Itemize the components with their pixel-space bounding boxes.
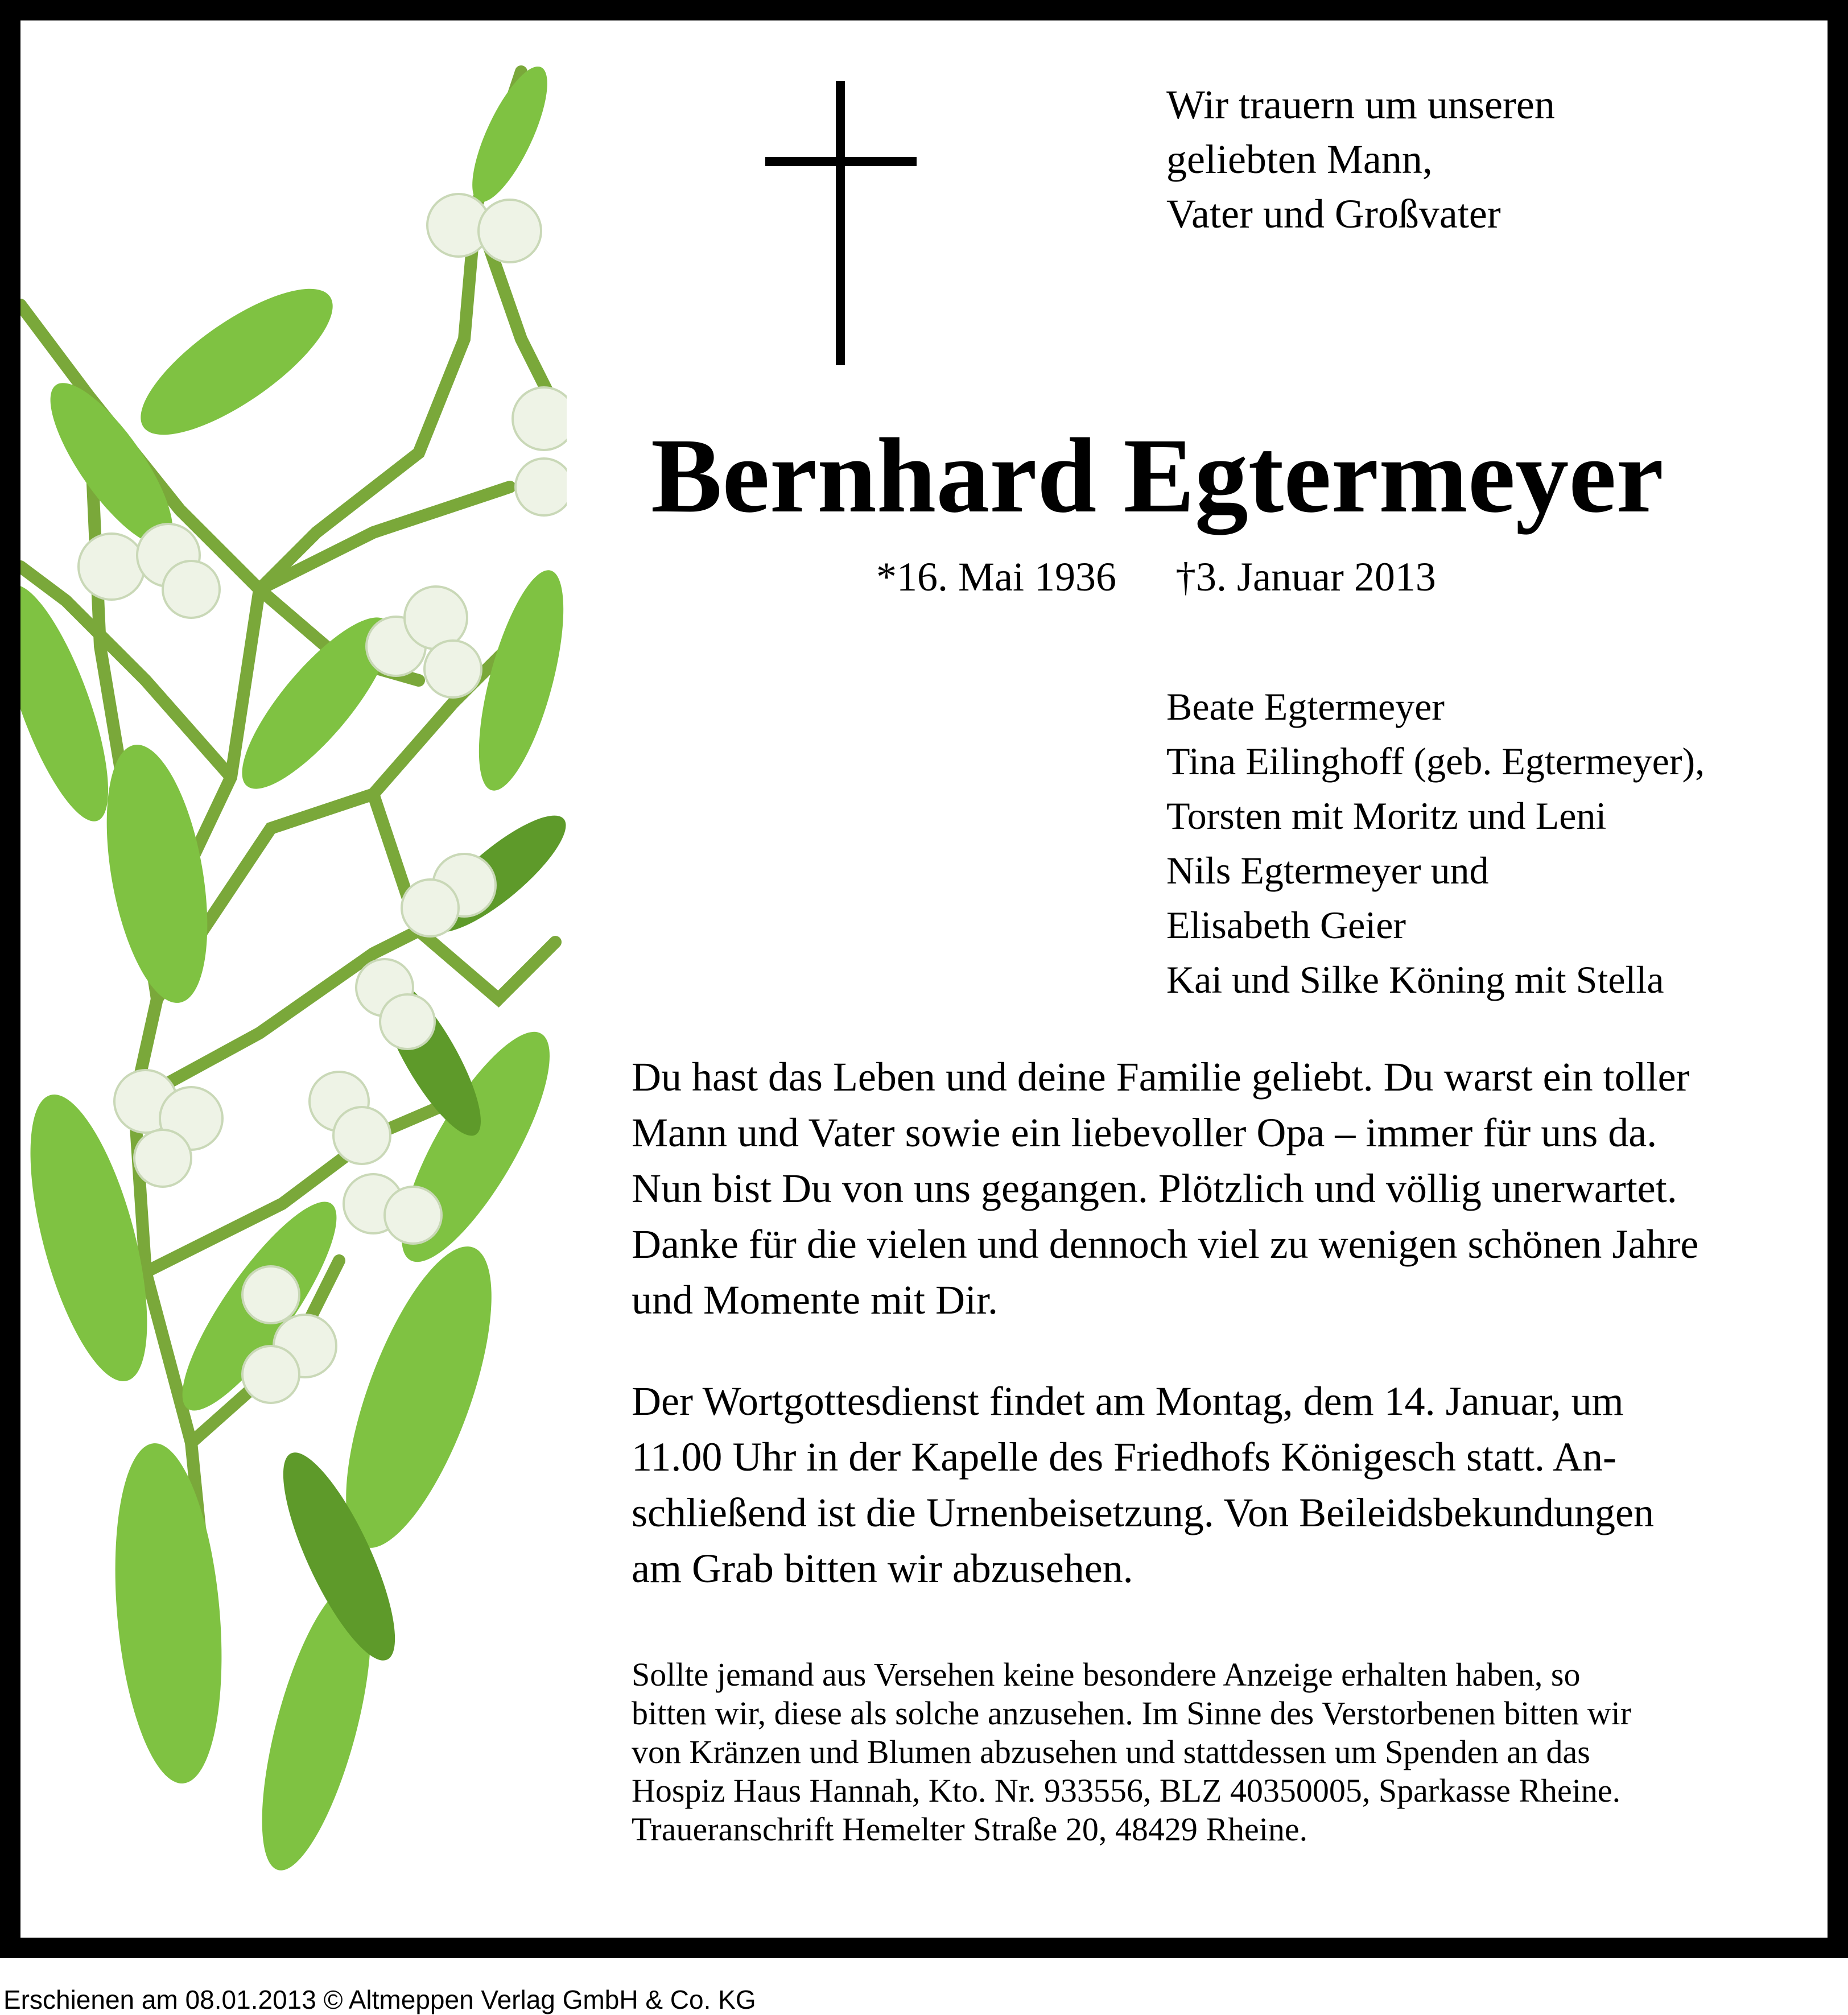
service-line: am Grab bitten wir abzusehen. <box>632 1546 1133 1591</box>
notice-content <box>20 20 1828 1938</box>
note-line: bitten wir, diese als solche anzusehen. Im Sinne des Verstorbenen bitten wir <box>632 1695 1632 1732</box>
survivor-name: Elisabeth Geier <box>1166 903 1406 947</box>
service-paragraph <box>632 1373 1654 1596</box>
tribute-line: Du hast das Leben und deine Familie geliebt. Du warst ein toller <box>632 1054 1690 1100</box>
deceased-name: Bernhard Egtermeyer <box>650 416 1664 535</box>
service-line: 11.00 Uhr in der Kapelle des Friedhofs Königesch statt. An- <box>632 1434 1616 1480</box>
closing-note <box>632 1655 1631 1849</box>
life-dates <box>876 548 1436 605</box>
note-line: Sollte jemand aus Versehen keine besondere Anzeige erhalten haben, so <box>632 1656 1581 1693</box>
mistletoe-image <box>20 20 567 1938</box>
service-line: Der Wortgottesdienst findet am Montag, dem 14. Januar, um <box>632 1378 1624 1424</box>
survivor-name: Kai und Silke Köning mit Stella <box>1166 958 1664 1001</box>
intro-text <box>1166 77 1555 241</box>
survivor-name: Nils Egtermeyer und <box>1166 849 1489 892</box>
note-line: Hospiz Haus Hannah, Kto. Nr. 933556, BLZ 40350005, Sparkasse Rheine. <box>632 1772 1621 1809</box>
note-line: von Kränzen und Blumen abzusehen und stattdessen um Spenden an das <box>632 1733 1590 1770</box>
intro-line: Wir trauern um unseren <box>1166 82 1555 127</box>
survivors-list <box>1166 679 1705 1007</box>
publication-footer: Erschienen am 08.01.2013 © Altmeppen Verlag GmbH & Co. KG <box>3 1985 756 2014</box>
intro-line: geliebten Mann, <box>1166 137 1433 182</box>
survivor-name: Torsten mit Moritz und Leni <box>1166 794 1607 837</box>
birth-date: *16. Mai 1936 <box>876 554 1116 600</box>
tribute-line: Mann und Vater sowie ein liebevoller Opa – immer für uns da. <box>632 1110 1657 1155</box>
intro-line: Vater und Großvater <box>1166 191 1501 237</box>
tribute-line: Danke für die vielen und dennoch viel zu wenigen schönen Jahre <box>632 1221 1699 1267</box>
note-line: Traueranschrift Hemelter Straße 20, 48429 Rheine. <box>632 1811 1308 1848</box>
tribute-line: Nun bist Du von uns gegangen. Plötzlich und völlig unerwartet. <box>632 1166 1677 1211</box>
survivor-name: Beate Egtermeyer <box>1166 685 1445 728</box>
tribute-paragraph <box>632 1049 1698 1328</box>
latin-cross-icon <box>765 81 917 365</box>
tribute-line: und Momente mit Dir. <box>632 1277 998 1323</box>
service-line: schließend ist die Urnenbeisetzung. Von Beileidsbekundungen <box>632 1490 1655 1535</box>
survivor-name: Tina Eilinghoff (geb. Egtermeyer), <box>1166 740 1705 783</box>
death-date: †3. Januar 2013 <box>1175 554 1436 600</box>
